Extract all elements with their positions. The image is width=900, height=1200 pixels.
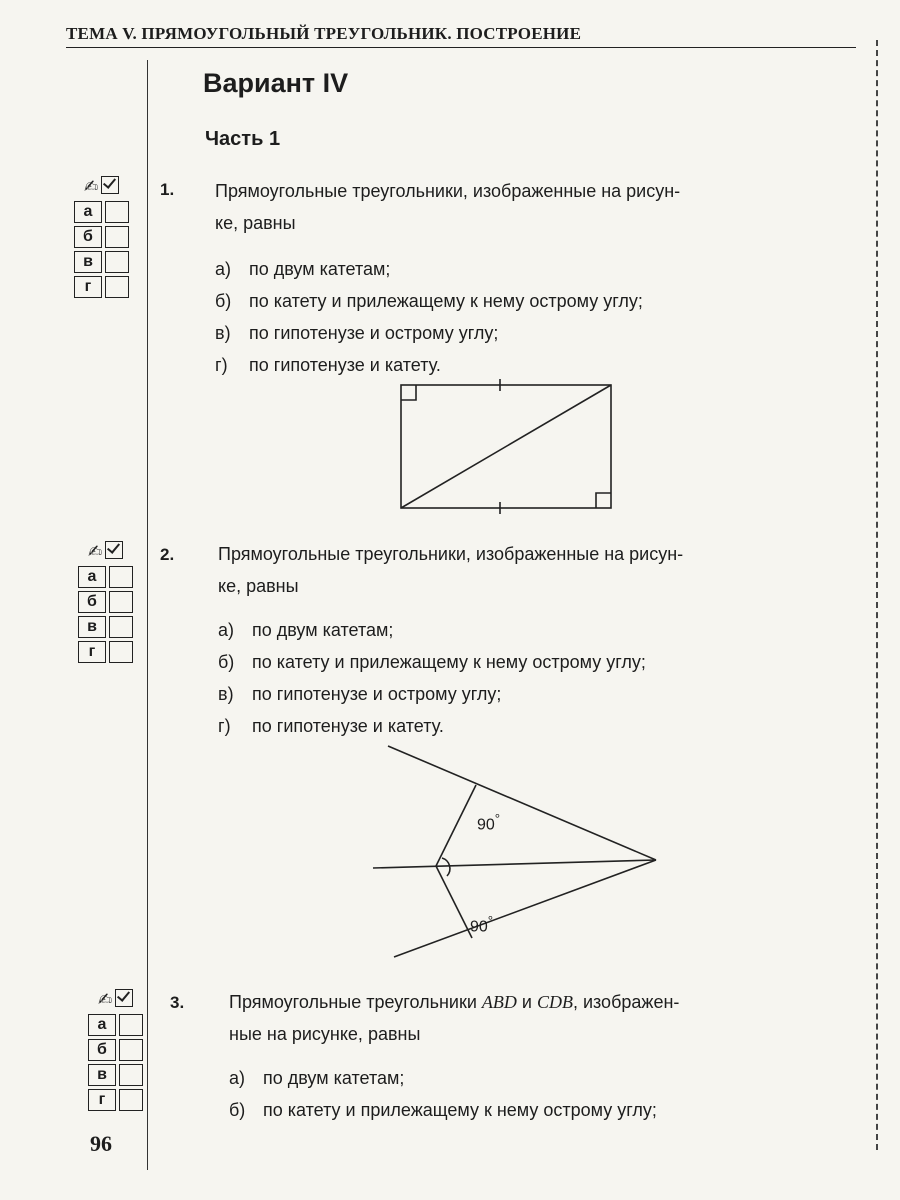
pencil-icon: ✍ bbox=[84, 177, 99, 196]
answer-cell-b[interactable] bbox=[119, 1039, 143, 1061]
answer-letter-a: а bbox=[74, 201, 102, 223]
triangle-name-cdb: CDB bbox=[536, 992, 573, 1012]
answer-cell-g[interactable] bbox=[119, 1089, 143, 1111]
option-a: а) по двум катетам; bbox=[215, 259, 391, 279]
answer-letter-a: а bbox=[88, 1014, 116, 1036]
question-stem bbox=[229, 986, 869, 1050]
triangle-name-abd: ABD bbox=[481, 992, 517, 1012]
stem-line: Прямоугольные треугольники ABD и CDB, изображен- bbox=[229, 992, 680, 1012]
part-title: Часть 1 bbox=[205, 128, 281, 150]
running-header: ТЕМА V. ПРЯМОУГОЛЬНЫЙ ТРЕУГОЛЬНИК. ПОСТРОЕНИЕ bbox=[66, 24, 856, 48]
answer-letter-g: г bbox=[78, 641, 106, 663]
answer-letter-b: б bbox=[78, 591, 106, 613]
answer-letter-b: б bbox=[88, 1039, 116, 1061]
pencil-icon: ✍ bbox=[98, 990, 113, 1009]
stem-line: Прямоугольные треугольники, изображенные на рисун- bbox=[215, 181, 681, 201]
variant-title: Вариант IV bbox=[203, 68, 349, 98]
option-a: а) по двум катетам; bbox=[229, 1068, 405, 1088]
option-b: б) по катету и прилежащему к нему острому углу; bbox=[229, 1100, 657, 1120]
answer-box-q3 bbox=[88, 989, 158, 1111]
answer-letter-v: в bbox=[74, 251, 102, 273]
stem-line: Прямоугольные треугольники, изображенные на рисун- bbox=[218, 544, 684, 564]
answer-cell-v[interactable] bbox=[119, 1064, 143, 1086]
stem-line: ке, равны bbox=[218, 576, 299, 596]
answer-letter-g: г bbox=[74, 276, 102, 298]
stem-line: ные на рисунке, равны bbox=[229, 1024, 421, 1044]
angle-label-top: 90° bbox=[477, 811, 501, 834]
answer-letter-v: в bbox=[78, 616, 106, 638]
pencil-icon: ✍ bbox=[88, 542, 103, 561]
question-number: 3. bbox=[170, 993, 185, 1012]
question-number: 2. bbox=[160, 545, 175, 564]
question-number: 1. bbox=[160, 180, 175, 199]
stem-line: ке, равны bbox=[215, 213, 296, 233]
answer-letter-a: а bbox=[78, 566, 106, 588]
option-g: г) по гипотенузе и катету. bbox=[215, 355, 441, 375]
option-a: а) по двум катетам; bbox=[218, 620, 394, 640]
option-v: в) по гипотенузе и острому углу; bbox=[218, 684, 502, 704]
checkbox-icon bbox=[115, 989, 133, 1007]
option-g: г) по гипотенузе и катету. bbox=[218, 716, 444, 736]
option-v: в) по гипотенузе и острому углу; bbox=[215, 323, 499, 343]
answer-letter-v: в bbox=[88, 1064, 116, 1086]
angle-label-bottom: 90° bbox=[470, 913, 494, 936]
answer-letter-g: г bbox=[88, 1089, 116, 1111]
answer-letter-b: б bbox=[74, 226, 102, 248]
option-b: б) по катету и прилежащему к нему острому углу; bbox=[215, 291, 643, 311]
answer-cell-a[interactable] bbox=[119, 1014, 143, 1036]
option-b: б) по катету и прилежащему к нему острому углу; bbox=[218, 652, 646, 672]
page-number: 96 bbox=[90, 1131, 112, 1156]
